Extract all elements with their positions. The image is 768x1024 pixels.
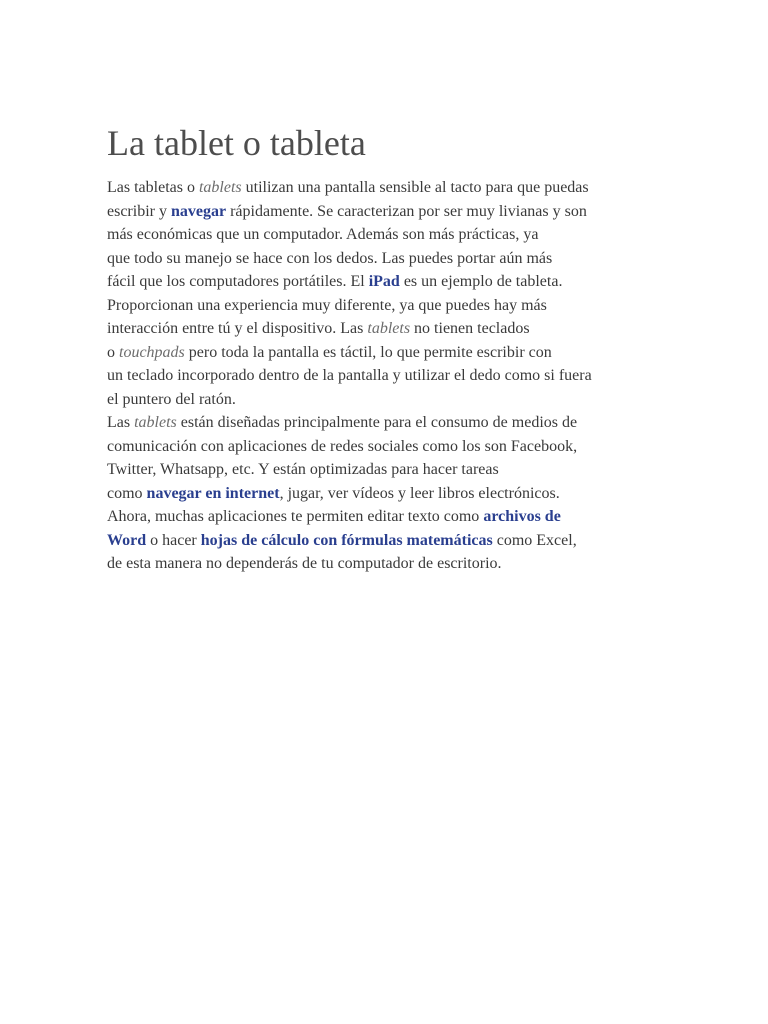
link-hojas-de-calculo[interactable]: hojas de cálculo con fórmulas matemáticas bbox=[200, 531, 493, 549]
link-archivos-de-word[interactable]: Word bbox=[107, 531, 147, 549]
body-text-segment: Las tabletas o bbox=[107, 179, 199, 196]
body-text-segment: están diseñadas principalmente para el consumo de medios de bbox=[176, 414, 578, 431]
text-line bbox=[107, 435, 687, 459]
body-text-segment: interacción entre tú y el dispositivo. Las bbox=[107, 320, 368, 337]
text-line bbox=[107, 341, 687, 365]
text-line bbox=[107, 247, 687, 271]
text-line bbox=[107, 552, 687, 576]
link-archivos-de-word[interactable]: archivos de bbox=[483, 508, 561, 525]
body-text-segment: de esta manera no dependerás de tu computador de escritorio. bbox=[107, 555, 502, 572]
text-line bbox=[107, 223, 687, 247]
emphasis-text: tablets bbox=[134, 414, 177, 431]
text-line bbox=[107, 482, 687, 506]
body-text-segment: como Excel, bbox=[492, 531, 577, 549]
body-text-segment: que todo su manejo se hace con los dedos. Las puedes portar aún más bbox=[107, 249, 553, 267]
text-line bbox=[107, 294, 687, 318]
body-text-segment: , jugar, ver vídeos y leer libros electrónicos. bbox=[279, 484, 560, 502]
body-text-segment: Twitter, Whatsapp, etc. Y están optimizadas para hacer tareas bbox=[107, 461, 499, 478]
link-navegar[interactable]: navegar bbox=[170, 202, 227, 220]
link-navegar-en-internet[interactable]: navegar en internet bbox=[146, 484, 280, 502]
text-line bbox=[107, 270, 687, 294]
text-line bbox=[107, 505, 687, 529]
body-text-segment: fácil que los computadores portátiles. El bbox=[107, 273, 369, 290]
text-line bbox=[107, 200, 687, 224]
text-line bbox=[107, 411, 687, 435]
body-text-segment: es un ejemplo de tableta. bbox=[399, 273, 563, 290]
body-text-segment: pero toda la pantalla es táctil, lo que permite escribir con bbox=[184, 343, 552, 361]
text-line bbox=[107, 529, 687, 553]
body-text-segment: o hacer bbox=[146, 531, 201, 549]
body-text-segment: comunicación con aplicaciones de redes sociales como los son Facebook, bbox=[107, 437, 578, 455]
body-text-segment: o bbox=[107, 343, 119, 361]
body-text-segment: Las bbox=[107, 414, 135, 431]
text-line bbox=[107, 458, 687, 482]
body-text-segment: rápidamente. Se caracterizan por ser muy livianas y son bbox=[226, 202, 587, 220]
body-text-segment: el puntero del ratón. bbox=[107, 390, 236, 408]
body-text-segment: como bbox=[107, 484, 147, 502]
body-text-segment: Proporcionan una experiencia muy diferente, ya que puedes hay más bbox=[107, 296, 547, 314]
body-text-segment: más económicas que un computador. Además son más prácticas, ya bbox=[107, 226, 539, 243]
article-body bbox=[107, 176, 687, 576]
text-line bbox=[107, 317, 687, 341]
emphasis-text: touchpads bbox=[119, 343, 185, 361]
text-line bbox=[107, 388, 687, 412]
emphasis-text: tablets bbox=[367, 320, 411, 337]
body-text-segment: un teclado incorporado dentro de la pantalla y utilizar el dedo como si fuera bbox=[107, 367, 592, 384]
page-title: La tablet o tableta bbox=[107, 123, 366, 163]
body-text-segment: utilizan una pantalla sensible al tacto para que puedas bbox=[241, 179, 589, 196]
text-line bbox=[107, 176, 687, 200]
body-text-segment: escribir y bbox=[107, 202, 171, 220]
text-line bbox=[107, 364, 687, 388]
body-text-segment: no tienen teclados bbox=[410, 320, 530, 337]
emphasis-text: tablets bbox=[198, 179, 242, 196]
link-ipad[interactable]: iPad bbox=[368, 273, 400, 290]
body-text-segment: Ahora, muchas aplicaciones te permiten editar texto como bbox=[107, 508, 484, 525]
